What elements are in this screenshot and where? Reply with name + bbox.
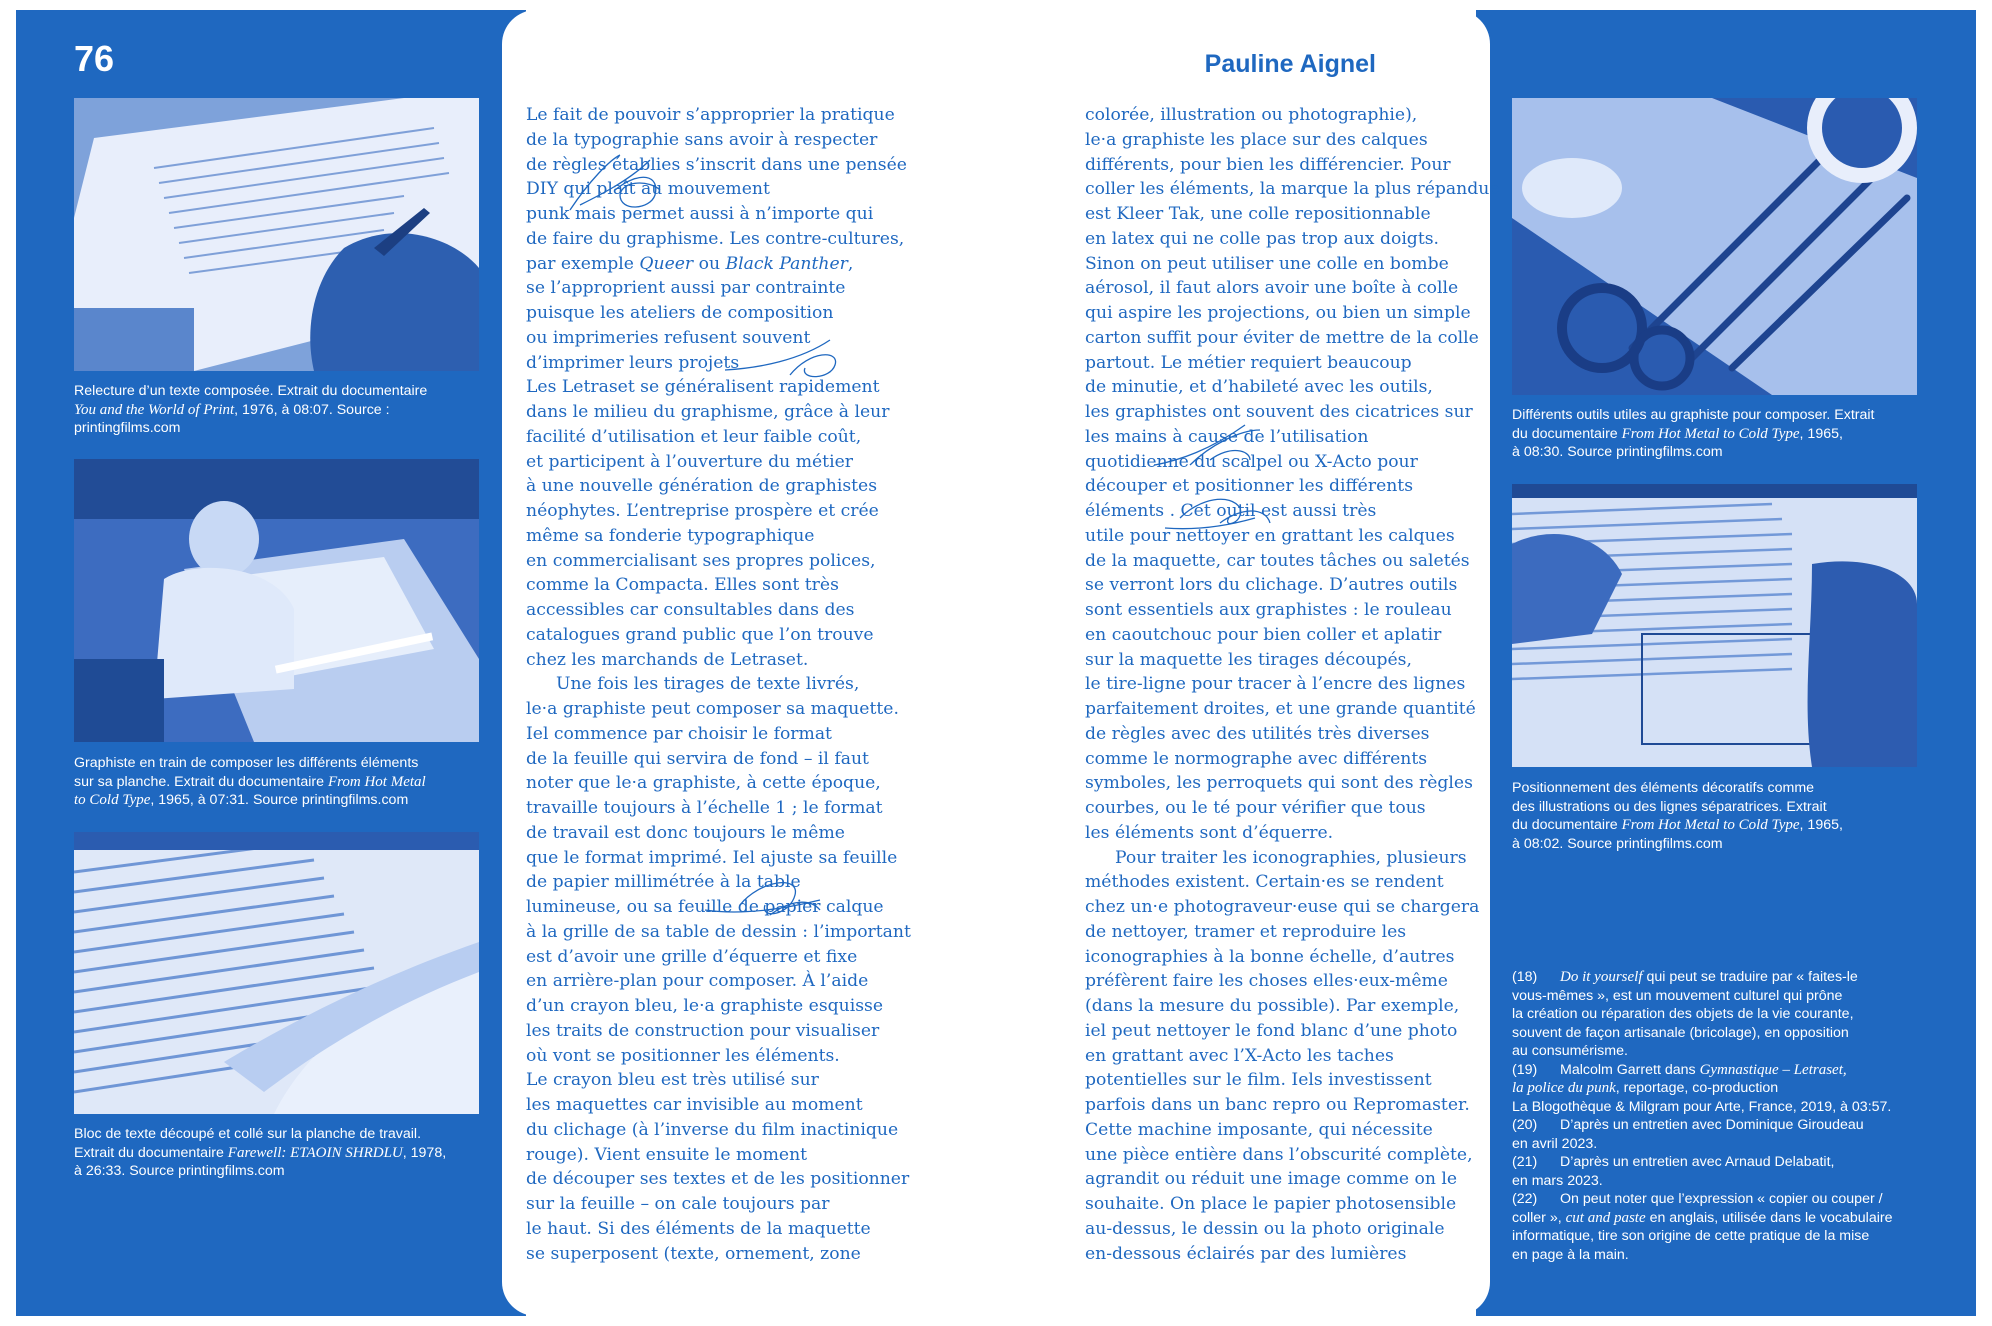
- text-line: [526, 252, 936, 277]
- text-line: parfaitement droites, et une grande quantité: [1085, 699, 1476, 719]
- text-line: de travail est donc toujours le même: [526, 822, 845, 843]
- text-line: Une fois les tirages de texte livrés,: [556, 674, 860, 695]
- text-line: même sa fonderie typographique: [526, 525, 815, 546]
- text-line: les maquettes car invisible au moment: [526, 1095, 863, 1115]
- caption-photo-text-block: [74, 1125, 494, 1181]
- caption-line: printingfilms.com: [74, 420, 181, 436]
- caption-title: to Cold Type: [74, 792, 151, 808]
- caption-photo-graphic-designer: [74, 754, 494, 810]
- text-line: travaille toujours à l’échelle 1 ; le format: [526, 798, 883, 818]
- caption-line: Différents outils utiles au graphiste pour composer. Extrait: [1512, 407, 1875, 423]
- text-line: le haut. Si des éléments de la maquette: [526, 1218, 871, 1239]
- footnote-italic: la police du punk: [1512, 1080, 1616, 1096]
- caption-line: , 1978,: [402, 1144, 447, 1161]
- text-line: en-dessous éclairés par des lumières: [1085, 1243, 1407, 1264]
- text-line: utile pour nettoyer en grattant les calques: [1085, 525, 1455, 546]
- footnotes: [1512, 968, 1932, 1264]
- text-line: du clichage (à l’inverse du film inactinique: [526, 1119, 899, 1140]
- text-line: carton suffit pour éviter de mettre de la colle: [1085, 327, 1479, 348]
- footnote-line: informatique, tire son origine de cette pratique de la mise: [1512, 1228, 1870, 1244]
- text-line: est Kleer Tak, une colle repositionnable: [1085, 204, 1431, 224]
- caption-title: From Hot Metal to Cold Type: [1621, 817, 1800, 833]
- footnote-19: [1512, 1061, 1932, 1080]
- footnote-line: [1512, 1079, 1932, 1098]
- footnote-line: vous-mêmes », est un mouvement culturel qui prône: [1512, 987, 1843, 1004]
- text-line: qui aspire les projections, ou bien un simple: [1085, 303, 1471, 323]
- caption-line: , 1965,: [1799, 817, 1843, 833]
- text-line: Pour traiter les iconographies, plusieurs: [1115, 847, 1467, 868]
- handwritten-note-18: [560, 150, 670, 220]
- footnote-text: qui peut se traduire par « faites-le: [1642, 969, 1858, 985]
- caption-photo-positioning: [1512, 779, 1932, 853]
- text-line: d’imprimer leurs projets: [526, 352, 740, 373]
- photo-tools: [1512, 98, 1917, 395]
- text-line: à la grille de sa table de dessin : l’important: [526, 921, 911, 942]
- text-line: quotidienne du scalpel ou X-Acto pour: [1085, 451, 1418, 472]
- text-line: en caoutchouc pour bien coller et aplatir: [1085, 624, 1442, 645]
- text-line: se superposent (texte, ornement, zone: [526, 1243, 861, 1264]
- caption-line: , 1976, à 08:07. Source :: [234, 401, 390, 418]
- text-line: agrandit ou réduit une image comme on le: [1085, 1169, 1458, 1190]
- text-line: comme le normographe avec différents: [1085, 748, 1428, 769]
- text-line: de la feuille qui servira de fond – il faut: [526, 748, 869, 769]
- text-line: que le format imprimé. Iel ajuste sa feuille: [526, 847, 898, 868]
- text-line: en latex qui ne colle pas trop aux doigts.: [1085, 228, 1440, 249]
- photo-positioning: [1512, 484, 1917, 767]
- handwritten-note-22: [1160, 488, 1280, 538]
- text-line: Le crayon bleu est très utilisé sur: [526, 1070, 819, 1091]
- text-line: à une nouvelle génération de graphistes: [526, 476, 878, 497]
- caption-photo-proofreading: [74, 382, 494, 438]
- text-line: de papier millimétrée à la table: [526, 872, 801, 893]
- text-line: d’un crayon bleu, le·a graphiste esquisse: [526, 996, 884, 1016]
- text-line: de nettoyer, tramer et reproduire les: [1085, 921, 1407, 942]
- caption-title: You and the World of Print: [74, 401, 235, 418]
- author-name: Pauline Aignel: [1204, 50, 1376, 78]
- footnote-text: Malcolm Garrett dans: [1560, 1061, 1700, 1078]
- footnote-line: la création ou réparation des objets de la vie courante,: [1512, 1006, 1854, 1022]
- caption-line: Extrait du documentaire: [74, 1144, 228, 1161]
- caption-line: , 1965, à 07:31. Source printingfilms.com: [150, 792, 409, 808]
- text-line: les traits de construction pour visualiser: [526, 1020, 880, 1041]
- text-line: coller les éléments, la marque la plus répandue: [1085, 179, 1500, 200]
- footnote-21: [1512, 1153, 1932, 1172]
- text-line: de règles établies s’inscrit dans une pensée: [526, 154, 907, 175]
- handwritten-note-20: [700, 870, 830, 930]
- text-line: au-dessus, le dessin ou la photo originale: [1085, 1218, 1445, 1239]
- footnote-number: (20): [1512, 1117, 1538, 1133]
- text-line: différents, pour bien les différencier. Pour: [1085, 154, 1451, 175]
- text-line: de découper ses textes et de les positionner: [526, 1169, 910, 1190]
- photo-proofreading: [74, 98, 479, 371]
- footnote-18: [1512, 968, 1932, 987]
- text-line: Sinon on peut utiliser une colle en bombe: [1085, 253, 1449, 274]
- text-line: se verront lors du clichage. D’autres outils: [1085, 575, 1458, 596]
- text-line: chez un·e photograveur·euse qui se chargera: [1085, 897, 1480, 917]
- caption-line: à 08:30. Source printingfilms.com: [1512, 444, 1723, 460]
- text-line: catalogues grand public que l’on trouve: [526, 624, 874, 645]
- caption-line: Positionnement des éléments décoratifs comme: [1512, 780, 1815, 796]
- text-line: néophytes. L’entreprise prospère et crée: [526, 501, 879, 521]
- text-line: sont essentiels aux graphistes : le rouleau: [1085, 600, 1452, 620]
- footnote-number: (19): [1512, 1061, 1538, 1078]
- text-line: chez les marchands de Letraset.: [526, 649, 809, 670]
- text-line: de la maquette, car toutes tâches ou saletés: [1085, 550, 1470, 571]
- text-line: le·a graphiste peut composer sa maquette.: [526, 699, 899, 719]
- footnote-22: [1512, 1190, 1932, 1209]
- footnote-text: , reportage, co-production: [1615, 1080, 1779, 1096]
- footnote-line: La Blogothèque & Milgram pour Arte, France, 2019, à 03:57.: [1512, 1098, 1892, 1115]
- footnote-italic: Gymnastique – Letraset,: [1699, 1061, 1847, 1078]
- text-line: rouge). Vient ensuite le moment: [526, 1144, 808, 1165]
- text-line: et participent à l’ouverture du métier: [526, 451, 853, 472]
- caption-title: Farewell: ETAOIN SHRDLU: [227, 1144, 403, 1161]
- caption-line: Bloc de texte découpé et collé sur la planche de travail.: [74, 1126, 422, 1142]
- footnote-text: D’après un entretien avec Arnaud Delabatit,: [1560, 1154, 1835, 1170]
- footnote-text: coller »,: [1512, 1209, 1566, 1226]
- footnote-number: (22): [1512, 1191, 1538, 1207]
- caption-photo-tools: [1512, 406, 1932, 462]
- body-text-column-2: [1085, 103, 1500, 1266]
- text-line: découper et positionner les différents: [1085, 476, 1414, 497]
- text-line: éléments . Cet outil est aussi très: [1085, 501, 1377, 521]
- text-line: de règles avec des utilités très diverses: [1085, 723, 1430, 744]
- text-line: accessibles car consultables dans des: [526, 600, 855, 620]
- text-line: comme la Compacta. Elles sont très: [526, 575, 839, 596]
- footnote-line: en mars 2023.: [1512, 1172, 1603, 1189]
- text-line: les mains à cause de l’utilisation: [1085, 426, 1369, 447]
- footnote-italic: Do it yourself: [1560, 969, 1643, 985]
- caption-line: du documentaire: [1512, 817, 1622, 833]
- footnote-line: en avril 2023.: [1512, 1135, 1598, 1152]
- text-line: les graphistes ont souvent des cicatrices sur: [1085, 402, 1473, 422]
- caption-line: à 08:02. Source printingfilms.com: [1512, 835, 1723, 852]
- text-line: le tire-ligne pour tracer à l’encre des lignes: [1085, 674, 1466, 695]
- handwritten-note-21: [1150, 415, 1270, 475]
- text-line: le·a graphiste les place sur des calques: [1085, 129, 1428, 150]
- text-line: Cette machine imposante, qui nécessite: [1085, 1119, 1433, 1140]
- photo-graphic-designer: [74, 459, 479, 742]
- text-line: parfois dans un banc repro ou Repromaster.: [1085, 1095, 1470, 1115]
- text-line: où vont se positionner les éléments.: [526, 1045, 840, 1066]
- italic-term: Queer: [639, 253, 694, 274]
- italic-term: Black Panther: [725, 253, 848, 274]
- caption-line: du documentaire: [1512, 425, 1622, 442]
- text-line: de faire du graphisme. Les contre-cultures,: [526, 228, 905, 249]
- text-line: dans le milieu du graphisme, grâce à leur: [526, 402, 890, 422]
- text-line: méthodes existent. Certain·es se rendent: [1085, 872, 1444, 893]
- caption-line: , 1965,: [1799, 425, 1843, 442]
- text-line: préfèrent faire les choses elles·eux-même: [1085, 971, 1448, 992]
- caption-line: sur sa planche. Extrait du documentaire: [74, 773, 328, 790]
- text-line: en grattant avec l’X-Acto les taches: [1085, 1045, 1394, 1066]
- caption-title: From Hot Metal to Cold Type: [1621, 425, 1800, 442]
- text-line: Le fait de pouvoir s’approprier la pratique: [526, 105, 895, 125]
- body-text-column-1: [526, 103, 936, 1266]
- footnote-italic: cut and paste: [1565, 1209, 1646, 1226]
- text-line: sur la maquette les tirages découpés,: [1085, 649, 1412, 670]
- text-line: facilité d’utilisation et leur faible coût,: [526, 426, 862, 447]
- caption-line: des illustrations ou des lignes séparatrices. Extrait: [1512, 798, 1827, 815]
- footnote-line: souvent de façon artisanale (bricolage), en opposition: [1512, 1024, 1849, 1041]
- text-fragment: ou: [693, 253, 726, 274]
- text-line: Iel commence par choisir le format: [526, 723, 832, 744]
- footnote-text: On peut noter que l’expression « copier ou couper /: [1560, 1191, 1883, 1207]
- text-line: colorée, illustration ou photographie),: [1085, 105, 1418, 125]
- text-line: partout. Le métier requiert beaucoup: [1085, 352, 1412, 373]
- text-line: noter que le·a graphiste, à cette époque,: [526, 773, 881, 794]
- text-line: de la typographie sans avoir à respecter: [526, 129, 878, 150]
- text-fragment: par exemple: [526, 253, 640, 274]
- text-line: aérosol, il faut alors avoir une boîte à colle: [1085, 278, 1459, 299]
- text-line: est d’avoir une grille d’équerre et fixe: [526, 946, 858, 967]
- text-line: ou imprimeries refusent souvent: [526, 327, 811, 348]
- text-line: iconographies à la bonne échelle, d’autres: [1085, 946, 1455, 967]
- footnote-text: D’après un entretien avec Dominique Giroudeau: [1560, 1117, 1864, 1133]
- text-line: lumineuse, ou sa feuille de papier calque: [526, 897, 884, 917]
- caption-line: à 26:33. Source printingfilms.com: [74, 1163, 285, 1179]
- footnote-number: (18): [1512, 969, 1538, 985]
- photo-text-block: [74, 832, 479, 1114]
- text-line: courbes, ou le té pour vérifier que tous: [1085, 798, 1426, 818]
- caption-title: From Hot Metal: [327, 773, 426, 790]
- footnote-number: (21): [1512, 1154, 1538, 1170]
- footnote-line: [1512, 1209, 1932, 1228]
- text-line: puisque les ateliers de composition: [526, 303, 834, 323]
- text-line: DIY qui plaît au mouvement: [526, 179, 770, 200]
- footnote-line: en page à la main.: [1512, 1246, 1629, 1263]
- text-line: punk mais permet aussi à n’importe qui: [526, 204, 874, 224]
- page-number: 76: [74, 38, 115, 79]
- text-line: potentielles sur le film. Iels investissent: [1085, 1070, 1432, 1091]
- text-line: en commercialisant ses propres polices,: [526, 550, 876, 571]
- text-line: (dans la mesure du possible). Par exemple,: [1085, 996, 1460, 1016]
- text-line: se l’approprient aussi par contrainte: [526, 278, 846, 299]
- text-line: souhaite. On place le papier photosensible: [1085, 1194, 1457, 1214]
- text-line: symboles, les perroquets qui sont des règles: [1085, 773, 1473, 794]
- handwritten-note-19: [720, 330, 850, 390]
- footnote-20: [1512, 1116, 1932, 1135]
- text-line: de minutie, et d’habileté avec les outils,: [1085, 377, 1433, 398]
- text-line: iel peut nettoyer le fond blanc d’une photo: [1085, 1020, 1458, 1041]
- text-line: sur la feuille – on cale toujours par: [526, 1194, 830, 1214]
- footnote-line: au consumérisme.: [1512, 1043, 1628, 1059]
- text-line: en arrière-plan pour composer. À l’aide: [526, 971, 869, 992]
- text-line: une pièce entière dans l’obscurité complète,: [1085, 1144, 1473, 1165]
- caption-line: Graphiste en train de composer les différents éléments: [74, 755, 419, 771]
- caption-line: Relecture d’un texte composée. Extrait du documentaire: [74, 383, 428, 399]
- text-line: les éléments sont d’équerre.: [1085, 822, 1334, 843]
- footnote-text: en anglais, utilisée dans le vocabulaire: [1645, 1209, 1893, 1226]
- text-line: Les Letraset se généralisent rapidement: [526, 377, 880, 398]
- text-fragment: ,: [847, 253, 854, 274]
